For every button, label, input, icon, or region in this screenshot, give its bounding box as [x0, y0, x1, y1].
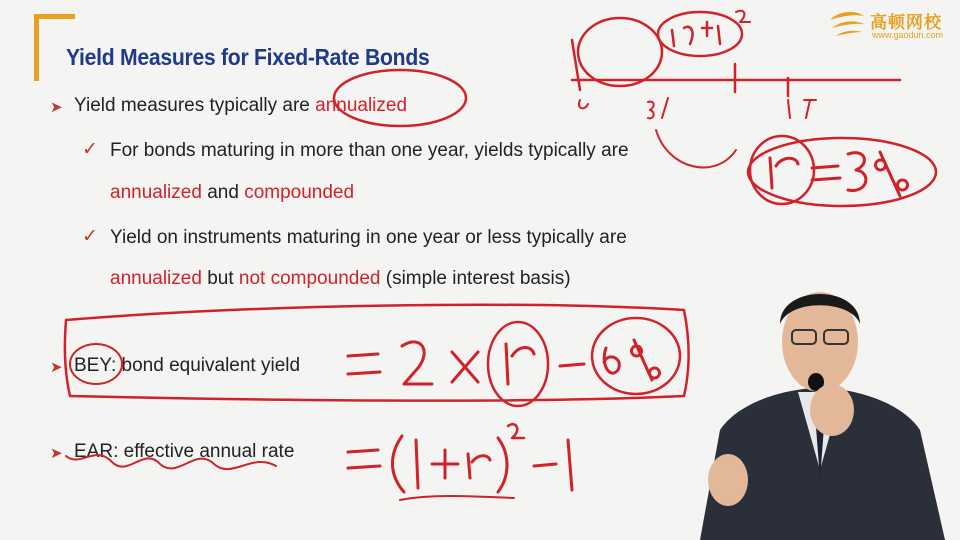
- checkmark-icon: ✓: [82, 139, 98, 160]
- sub1-mid: and: [201, 182, 245, 203]
- sub1-line1: For bonds maturing in more than one year, yields typically are: [110, 140, 629, 161]
- sub2-highlight2: not compounded: [238, 268, 381, 289]
- slide-title: Yield Measures for Fixed-Rate Bonds: [66, 44, 430, 70]
- sub2-highlight1: annualized: [110, 268, 202, 289]
- arrow-bullet-icon: ➤: [50, 445, 63, 462]
- logo-url: www.gaodun.com: [872, 30, 944, 40]
- sub2-tail: (simple interest basis): [380, 268, 571, 289]
- bey-label: BEY: bond equivalent yield: [74, 355, 301, 376]
- arrow-bullet-icon: ➤: [50, 99, 63, 116]
- checkmark-icon: ✓: [82, 226, 98, 247]
- bullet1-highlight: annualized: [315, 95, 408, 116]
- sub1-highlight1: annualized: [110, 182, 202, 203]
- sub2-line1: Yield on instruments maturing in one year or less typically are: [110, 227, 627, 248]
- ear-label: EAR: effective annual rate: [74, 441, 295, 462]
- logo-name: 高顿网校: [870, 13, 942, 32]
- arrow-bullet-icon: ➤: [50, 359, 63, 376]
- sub1-highlight2: compounded: [244, 182, 355, 203]
- bullet1-text: Yield measures typically are: [74, 95, 316, 116]
- sub2-mid: but: [201, 268, 239, 289]
